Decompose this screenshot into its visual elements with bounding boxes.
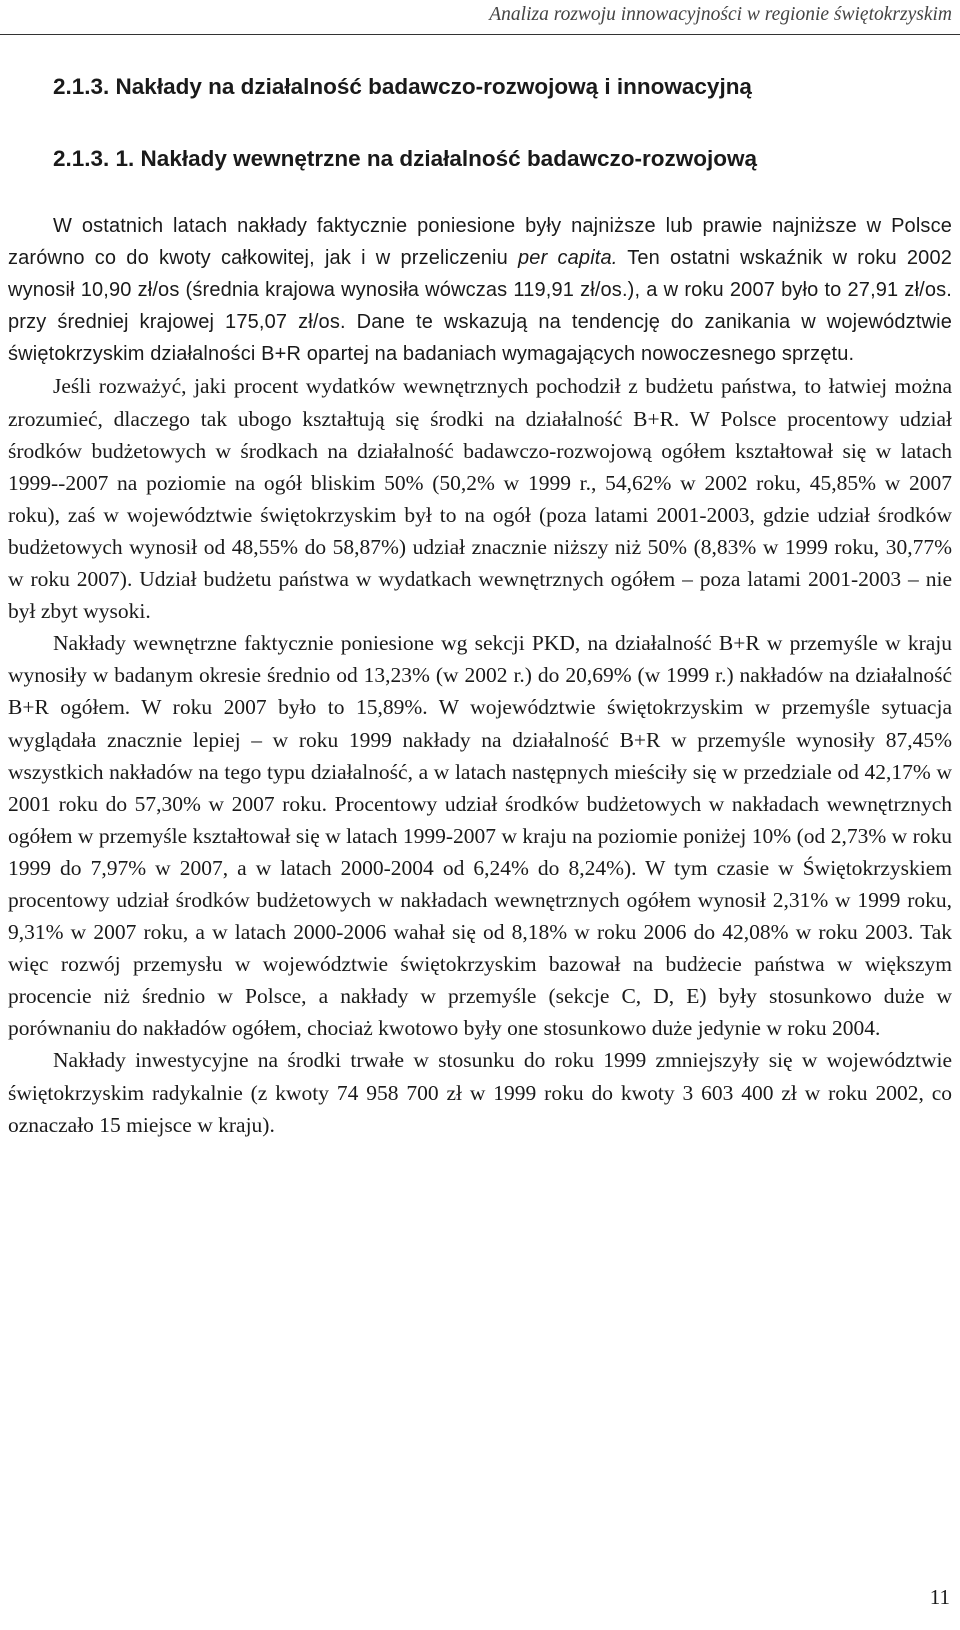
- running-header-title: Analiza rozwoju innowacyjności w regionie świętokrzyskim: [489, 4, 952, 25]
- paragraph-3: Nakłady wewnętrzne faktycznie poniesione wg sekcji PKD, na działalność B+R w przemyśle w kraju wynosiły w badanym okresie średnio od 13,23% (w 2002 r.) do 20,69% (w 1999 r.) nakładów na działalność B+R ogółem. W roku 2007 było to 15,89%. W województwie świętokrzyskim w przemyśle sytuacja wyglądała znacznie lepiej – w roku 1999 nakłady na działalność B+R w przemyśle wynosiły 87,45% wszystkich nakładów na tego typu działalność, a w latach następnych mieściły się w przedziale od 42,17% w 2001 roku do 57,30% w 2007 roku. Procentowy udział środków budżetowych w nakładach wewnętrznych ogółem w przemyśle kształtował się w latach 1999-2007 w kraju na poziomie poniżej 10% (od 2,73% w roku 1999 do 7,97% w 2007, a w latach 2000-2004 od 6,24% do 8,24%). W tym czasie w Świętokrzyskiem procentowy udział środków budżetowych w nakładach wewnętrznych ogółem wynosił 2,31% w 1999 roku, 9,31% w 2007 roku, a w latach 2000-2006 wahał się od 8,18% w roku 2006 do 42,08% w roku 2003. Tak więc rozwój przemysłu w województwie świętokrzyskim bazował na budżecie państwa w większym procencie niż średnio w Polsce, a nakłady w przemyśle (sekcje C, D, E) były stosunkowo duże w porównaniu do nakładów ogółem, chociaż kwotowo były one stosunkowo duże jedynie w roku 2004.: [8, 631, 952, 1041]
- page-number: 11: [929, 1585, 950, 1609]
- paragraph-4: Nakłady inwestycyjne na środki trwałe w stosunku do roku 1999 zmniejszyły się w województwie świętokrzyskim radykalnie (z kwoty 74 958 700 zł w 1999 roku do kwoty 3 603 400 zł w roku 2002, co oznaczało 15 miejsce w kraju).: [8, 1048, 952, 1137]
- paragraph-2: Jeśli rozważyć, jaki procent wydatków wewnętrznych pochodził z budżetu państwa, to łatwiej można zrozumieć, dlaczego tak ubogo kształtują się środki na działalność B+R. W Polsce procentowy udział środków budżetowych w środkach na działalność badawczo-rozwojową ogółem kształtował się w latach 1999--2007 na poziomie na ogół bliskim 50% (50,2% w 1999 r., 54,62% w 2002 roku, 45,85% w 2007 roku), zaś w województwie świętokrzyskim był to na ogół (poza latami 2001-2003, gdzie udział środków budżetowych wynosił od 48,55% do 58,87%) udział znacznie niższy niż 50% (8,83% w 1999 roku, 30,77% w roku 2007). Udział budżetu państwa w wydatkach wewnętrznych ogółem – poza latami 2001-2003 – nie był zbyt wysoki.: [8, 374, 952, 624]
- paragraph-1: [8, 210, 952, 370]
- paragraph-1-end: Dane te wskazują na tendencję do zanikania w województwie świętokrzyskim działalności B+R opartej na badaniach wymagających nowoczesnego sprzętu.: [8, 311, 952, 366]
- paragraph-1-middle: Ten ostatni wskaźnik w roku 2002 wynosił 10,90 zł/os (średnia krajowa wynosiła wówczas 119,91 zł/os.), a w roku 2007 było to 27,91 zł/os. przy średniej krajowej 175,07 zł/os.: [8, 247, 952, 334]
- running-header: [0, 0, 960, 35]
- section-heading: 2.1.3. Nakłady na działalność badawczo-rozwojową i innowacyjną: [53, 74, 752, 99]
- body-text: [8, 210, 952, 1141]
- per-capita-term: per capita.: [518, 247, 618, 270]
- subsection-heading: 2.1.3. 1. Nakłady wewnętrzne na działalność badawczo-rozwojową: [53, 146, 757, 171]
- paragraph-1-intro: W ostatnich latach nakłady faktycznie poniesione były najniższe lub prawie najniższe w Polsce zarówno co do kwoty całkowitej, jak i w przeliczeniu: [8, 215, 952, 270]
